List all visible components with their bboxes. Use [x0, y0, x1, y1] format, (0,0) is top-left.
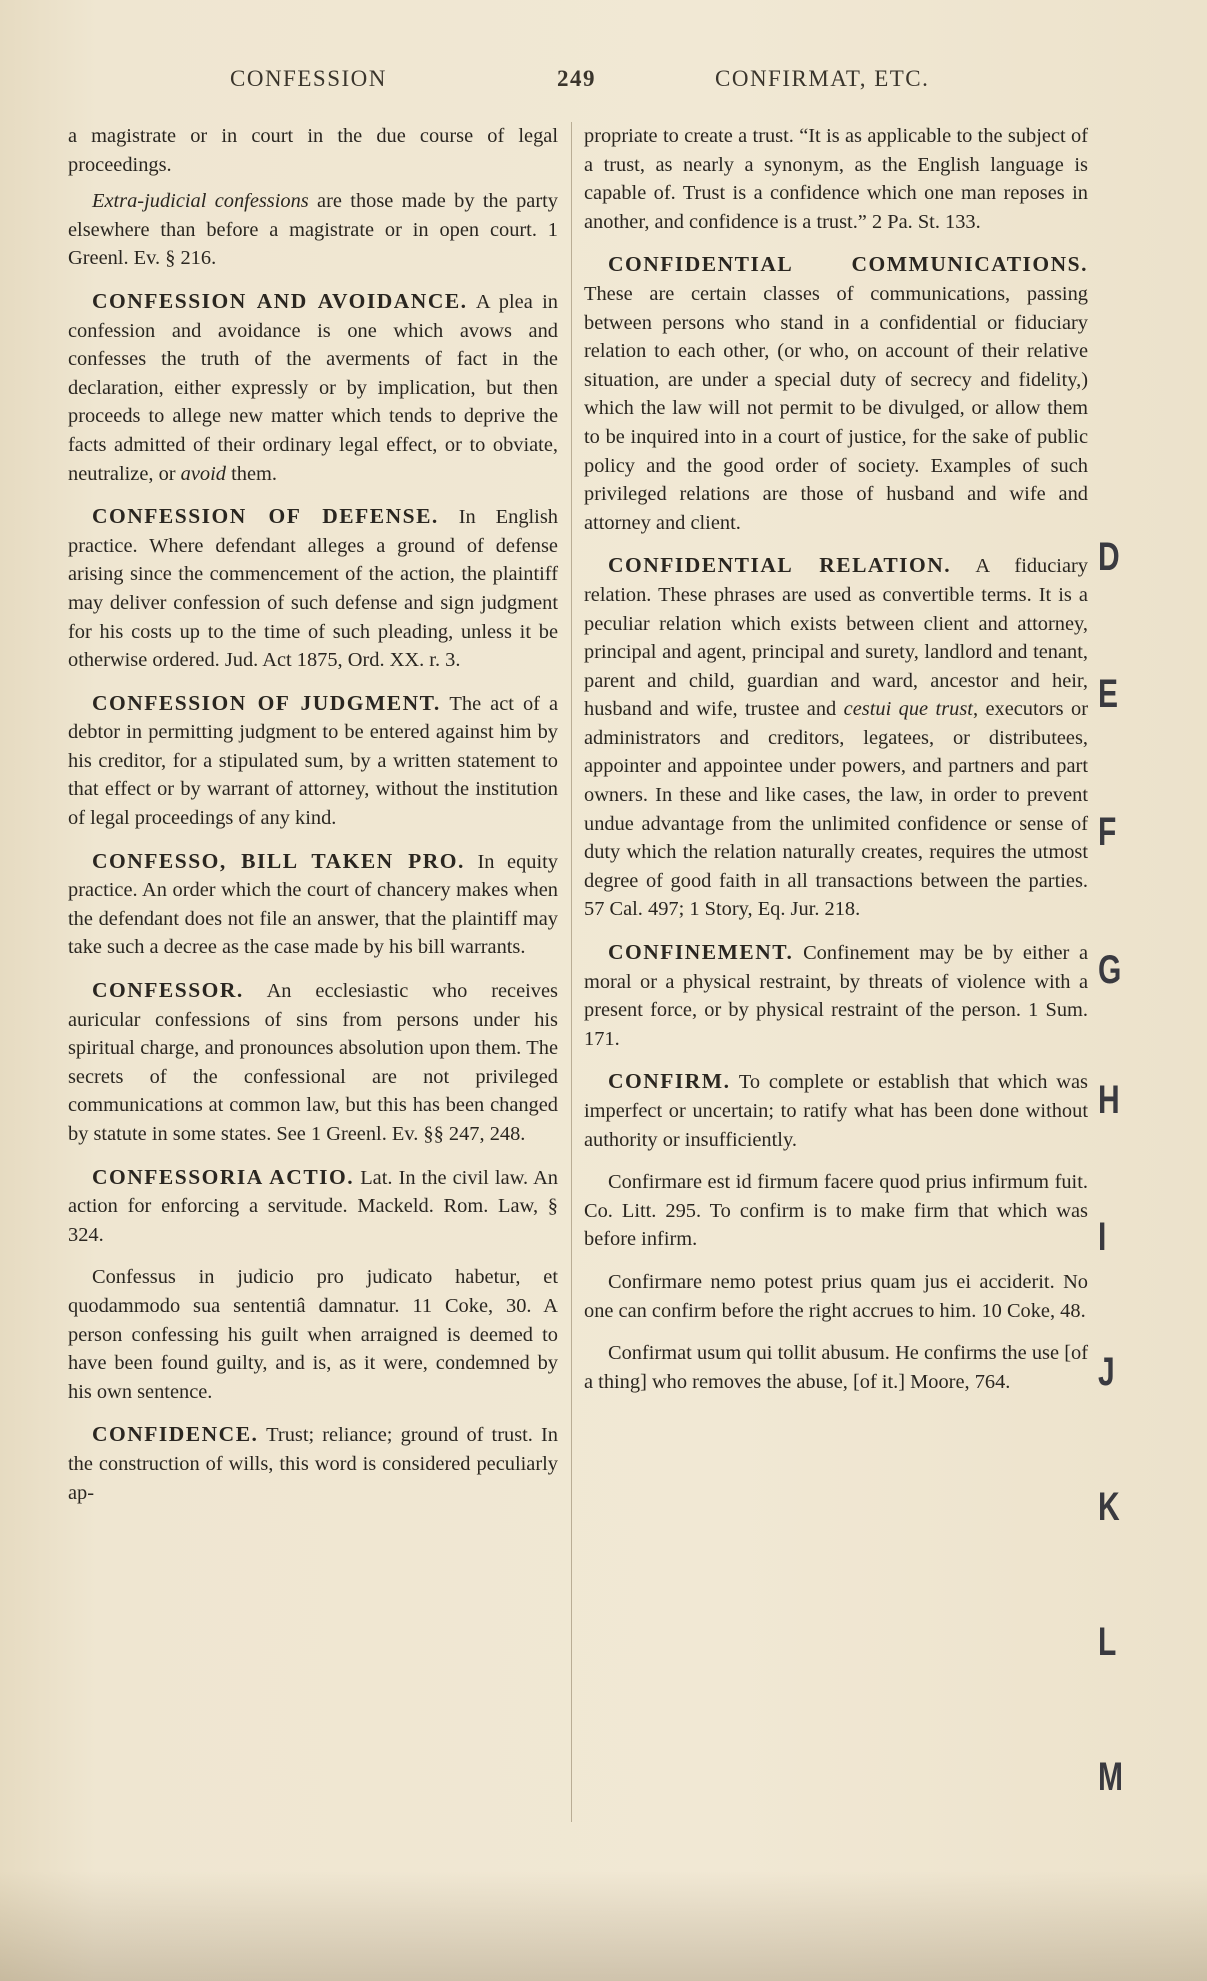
thumb-index-letter: K: [1098, 1485, 1120, 1529]
running-header: [60, 66, 960, 100]
thumb-index-letter: H: [1098, 1078, 1120, 1122]
thumb-index-letter: I: [1098, 1215, 1107, 1259]
dictionary-entry: [68, 689, 558, 833]
header-left-guideword: CONFESSION: [230, 66, 387, 91]
latin-maxim: [584, 1339, 1088, 1396]
entry-headword: CONFESSOR.: [92, 978, 244, 1003]
entry-headword: CONFIDENTIAL RELATION.: [608, 553, 952, 578]
entry-text: These are certain classes of communications, passing between persons who stand in a confidential or fiduciary relation to each other, (or who, on account of their relative situation, are under a special duty of secrecy and fidelity,) which the law will not permit to be divulged, or allow them to be inquired into in a court of justice, for the sake of public policy and the good order of society. Examples of such privileged relations are those of husband and wife and attorney and client.: [584, 282, 1088, 534]
entry-text-tail: , executors or administrators and creditors, legatees, or distributees, appointer and appointee under powers, and partners and part owners. In these and like cases, the law, in order to prevent undue advantage from the unlimited confidence or sense of duty which the relation naturally creates, requires the utmost degree of good faith in all transactions between the parties. 57 Cal. 497; 1 Story, Eq. Jur. 218.: [584, 698, 1089, 921]
entry-headword: CONFESSO, BILL TAKEN PRO.: [92, 848, 465, 873]
entry-headword: CONFESSORIA ACTIO.: [92, 1164, 355, 1189]
page-number: 249: [557, 66, 596, 91]
dictionary-entry: [68, 976, 558, 1149]
entry-text: Confirmare nemo potest prius quam jus ei acciderit. No one can confirm before the right accrues to him. 10 Coke, 48.: [584, 1270, 1088, 1322]
entry-headword: CONFIRM.: [608, 1069, 731, 1094]
dictionary-entry: [584, 1067, 1088, 1154]
italic-term: cestui que trust: [843, 698, 973, 721]
entry-headword: CONFESSION AND AVOIDANCE.: [92, 288, 468, 313]
entry-text: Confirmare est id firmum facere quod prius infirmum fuit. Co. Litt. 295. To confirm is to make firm that which was before infirm.: [584, 1171, 1088, 1251]
italic-term: Extra-judicial confessions: [92, 190, 309, 213]
page-shadow: [0, 1871, 1207, 1981]
entry-text: In English practice. Where defendant alleges a ground of defense arising since the commencement of the action, the plaintiff may deliver confession of such defense and sign judgment for his costs up to the time of such pleading, unless it be otherwise ordered. Jud. Act 1875, Ord. XX. r. 3.: [68, 506, 558, 672]
thumb-index-letter: M: [1098, 1755, 1123, 1799]
entry-text: To complete or establish that which was imperfect or uncertain; to ratify what has been done without authority or insufficiently.: [584, 1071, 1088, 1151]
thumb-index: [1088, 0, 1148, 1981]
entry-headword: CONFESSION OF JUDGMENT.: [92, 690, 441, 715]
latin-maxim: [584, 1168, 1088, 1254]
continued-text: [584, 122, 1088, 236]
dictionary-entry: [584, 551, 1088, 924]
dictionary-entry: [68, 502, 558, 675]
entry-text-tail: them.: [225, 462, 277, 485]
thumb-index-letter: J: [1098, 1350, 1115, 1394]
thumb-index-letter: D: [1098, 535, 1120, 579]
dictionary-entry: [68, 1420, 558, 1507]
italic-term: avoid: [180, 462, 226, 485]
entry-headword: CONFINEMENT.: [608, 940, 794, 965]
thumb-index-letter: F: [1098, 810, 1117, 854]
thumb-index-letter: E: [1098, 672, 1119, 716]
entry-text: Confinement may be by either a moral or a physical restraint, by threats of violence with a present force, or by physical restraint of the person. 1 Sum. 171.: [584, 942, 1088, 1050]
entry-text: are those made by the party elsewhere than before a magistrate or in open court. 1 Greenl. Ev. § 216.: [68, 190, 558, 270]
entry-headword: CONFIDENCE.: [92, 1422, 259, 1447]
header-right-guideword: CONFIRMAT, ETC.: [715, 66, 930, 91]
entry-text: Confirmat usum qui tollit abusum. He confirms the use [of a thing] who removes the abuse, [of it.] Moore, 764.: [584, 1342, 1088, 1393]
latin-maxim: [584, 1268, 1088, 1325]
entry-text: Confessus in judicio pro judicato habetur, et quodammodo sua sententiâ damnatur. 11 Coke, 30. A person confessing his guilt when arraigned is deemed to have been found guilty, and is, as it were, condemned by his own sentence.: [68, 1266, 558, 1403]
column-divider: [571, 122, 572, 1822]
entry-text: Trust; reliance; ground of trust. In the construction of wills, this word is considered peculiarly ap-: [68, 1424, 558, 1504]
entry-text: propriate to create a trust. “It is as applicable to the subject of a trust, as nearly a synonym, as the English language is capable of. Trust is a confidence which one man reposes in another, and confidence is a trust.” 2 Pa. St. 133.: [584, 125, 1088, 233]
continued-text: [68, 122, 558, 179]
entry-headword: CONFIDENTIAL COMMUNICATIONS.: [608, 252, 1088, 277]
entry-text: An ecclesiastic who receives auricular confessions of sins from persons under his spiritual charge, and pronounces absolution upon them. The secrets of the confessional are not privileged communications at common law, but this has been changed by statute in some states. See 1 Greenl. Ev. §§ 247, 248.: [68, 980, 558, 1145]
dictionary-entry: [68, 847, 558, 962]
dictionary-entry: [584, 250, 1088, 537]
thumb-index-letter: L: [1098, 1620, 1117, 1664]
right-column: [584, 122, 1088, 1404]
entry-text: a magistrate or in court in the due course of legal proceedings.: [68, 125, 558, 176]
entry-headword: CONFESSION OF DEFENSE.: [92, 504, 439, 529]
dictionary-entry: [68, 1163, 558, 1250]
dictionary-entry: [68, 287, 558, 488]
entry-text: A plea in confession and avoidance is one which avows and confesses the truth of the averments of fact in the declaration, either expressly or by implication, but then proceeds to allege new matter which tends to deprive the facts admitted of their ordinary legal effect, or to obviate, neutralize, or: [68, 290, 558, 485]
entry-text: A fiduciary relation. These phrases are used as convertible terms. It is a peculiar relation which exists between client and attorney, principal and agent, principal and surety, landlord and tenant, parent and child, guardian and ward, ancestor and heir, husband and wife, trustee and: [584, 555, 1088, 721]
thumb-index-letter: G: [1098, 948, 1122, 992]
entry-text: The act of a debtor in permitting judgment to be entered against him by his creditor, for a stipulated sum, by a written statement to that effect or by warrant of attorney, without the institution of legal proceedings of any kind.: [68, 692, 558, 830]
left-column: [68, 122, 558, 1515]
continued-text: [68, 187, 558, 273]
latin-maxim: [68, 1263, 558, 1406]
dictionary-entry: [584, 938, 1088, 1053]
entry-text: Lat. In the civil law. An action for enforcing a servitude. Mackeld. Rom. Law, § 324.: [68, 1166, 558, 1246]
entry-text: In equity practice. An order which the court of chancery makes when the defendant does not file an answer, that the plaintiff may take such a decree as the case made by his bill warrants.: [68, 850, 558, 959]
